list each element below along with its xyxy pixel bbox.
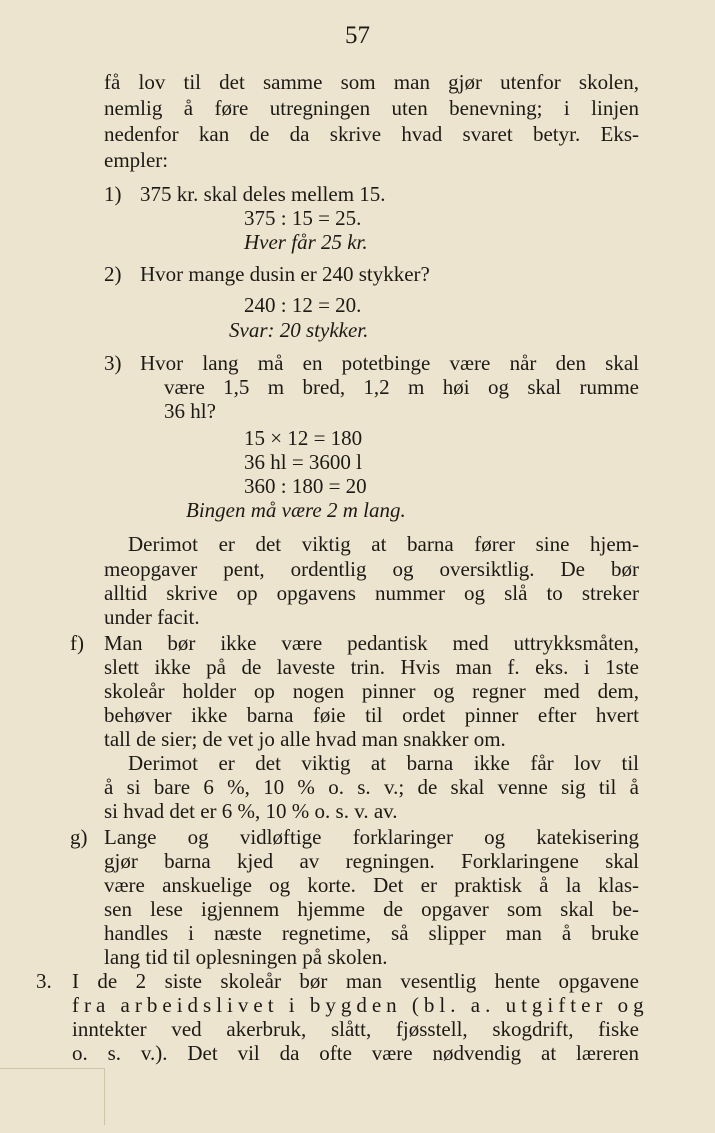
example-3-text-2: være 1,5 m bred, 1,2 m høi og skal rumme <box>164 375 639 399</box>
scan-edge-decoration <box>0 1068 105 1125</box>
derimot-line-2: meopgaver pent, ordentlig og oversiktlig. De bør <box>104 557 639 581</box>
example-1-label: 1) <box>104 182 122 206</box>
item-3-label: 3. <box>36 969 52 993</box>
item-g-line-3: være anskuelige og korte. Det er praktisk å la klas- <box>104 873 639 897</box>
item-g-line-1: Lange og vidløftige forklaringer og katekisering <box>104 825 639 849</box>
item-f-label: f) <box>70 631 84 655</box>
page-number: 57 <box>345 22 370 49</box>
item-3-line-2: fra arbeidslivet i bygden (bl. a. utgifter og <box>72 993 649 1017</box>
derimot-line-1: Derimot er det viktig at barna fører sine hjem- <box>128 532 639 556</box>
example-3-text-1: Hvor lang må en potetbinge være når den skal <box>140 351 639 375</box>
example-3-text-3: 36 hl? <box>164 399 216 423</box>
item-g-line-5: handles i næste regnetime, så slipper man å bruke <box>104 921 639 945</box>
example-2-answer: Svar: 20 stykker. <box>229 318 369 342</box>
item-f-line-5: tall de sier; de vet jo alle hvad man snakker om. <box>104 727 506 751</box>
example-3-answer: Bingen må være 2 m lang. <box>186 498 406 522</box>
item-f-line-2: slett ikke på de laveste trin. Hvis man f. eks. i 1ste <box>104 655 639 679</box>
intro-line-3: nedenfor kan de da skrive hvad svaret betyr. Eks- <box>104 122 639 146</box>
example-1-text: 375 kr. skal deles mellem 15. <box>140 182 386 206</box>
example-1-answer: Hver får 25 kr. <box>244 230 368 254</box>
example-2-label: 2) <box>104 262 122 286</box>
example-2-text: Hvor mange dusin er 240 stykker? <box>140 262 430 286</box>
intro-line-2: nemlig å føre utregningen uten benevning; i linjen <box>104 96 639 120</box>
example-3-calc-2: 36 hl = 3600 l <box>244 450 363 474</box>
item-3-line-4: o. s. v.). Det vil da ofte være nødvendig at læreren <box>72 1041 639 1065</box>
example-3-label: 3) <box>104 351 122 375</box>
example-2-calc: 240 : 12 = 20. <box>244 293 362 317</box>
item-f-line-8: si hvad det er 6 %, 10 % o. s. v. av. <box>104 799 398 823</box>
item-3-line-1: I de 2 siste skoleår bør man vesentlig hente opgavene <box>72 969 639 993</box>
intro-line-4: empler: <box>104 148 169 172</box>
item-f-line-1: Man bør ikke være pedantisk med uttrykksmåten, <box>104 631 639 655</box>
example-3-calc-1: 15 × 12 = 180 <box>244 426 363 450</box>
derimot-line-3: alltid skrive op opgavens nummer og slå to streker <box>104 581 639 605</box>
example-1-calc: 375 : 15 = 25. <box>244 206 362 230</box>
intro-line-1: få lov til det samme som man gjør utenfor skolen, <box>104 70 639 94</box>
item-g-line-2: gjør barna kjed av regningen. Forklaringene skal <box>104 849 639 873</box>
item-f-line-3: skoleår holder op nogen pinner og regner med dem, <box>104 679 639 703</box>
example-3-calc-3: 360 : 180 = 20 <box>244 474 367 498</box>
item-f-line-4: behøver ikke barna føie til ordet pinner efter hvert <box>104 703 639 727</box>
item-f-line-6: Derimot er det viktig at barna ikke får lov til <box>128 751 639 775</box>
derimot-line-4: under facit. <box>104 605 200 629</box>
item-3-line-3: inntekter ved akerbruk, slått, fjøsstell, skogdrift, fiske <box>72 1017 639 1041</box>
item-g-label: g) <box>70 825 88 849</box>
item-g-line-4: sen lese igjennem hjemme de opgaver som skal be- <box>104 897 639 921</box>
item-f-line-7: å si bare 6 %, 10 % o. s. v.; de skal venne sig til å <box>104 775 639 799</box>
item-g-line-6: lang tid til oplesningen på skolen. <box>104 945 388 969</box>
